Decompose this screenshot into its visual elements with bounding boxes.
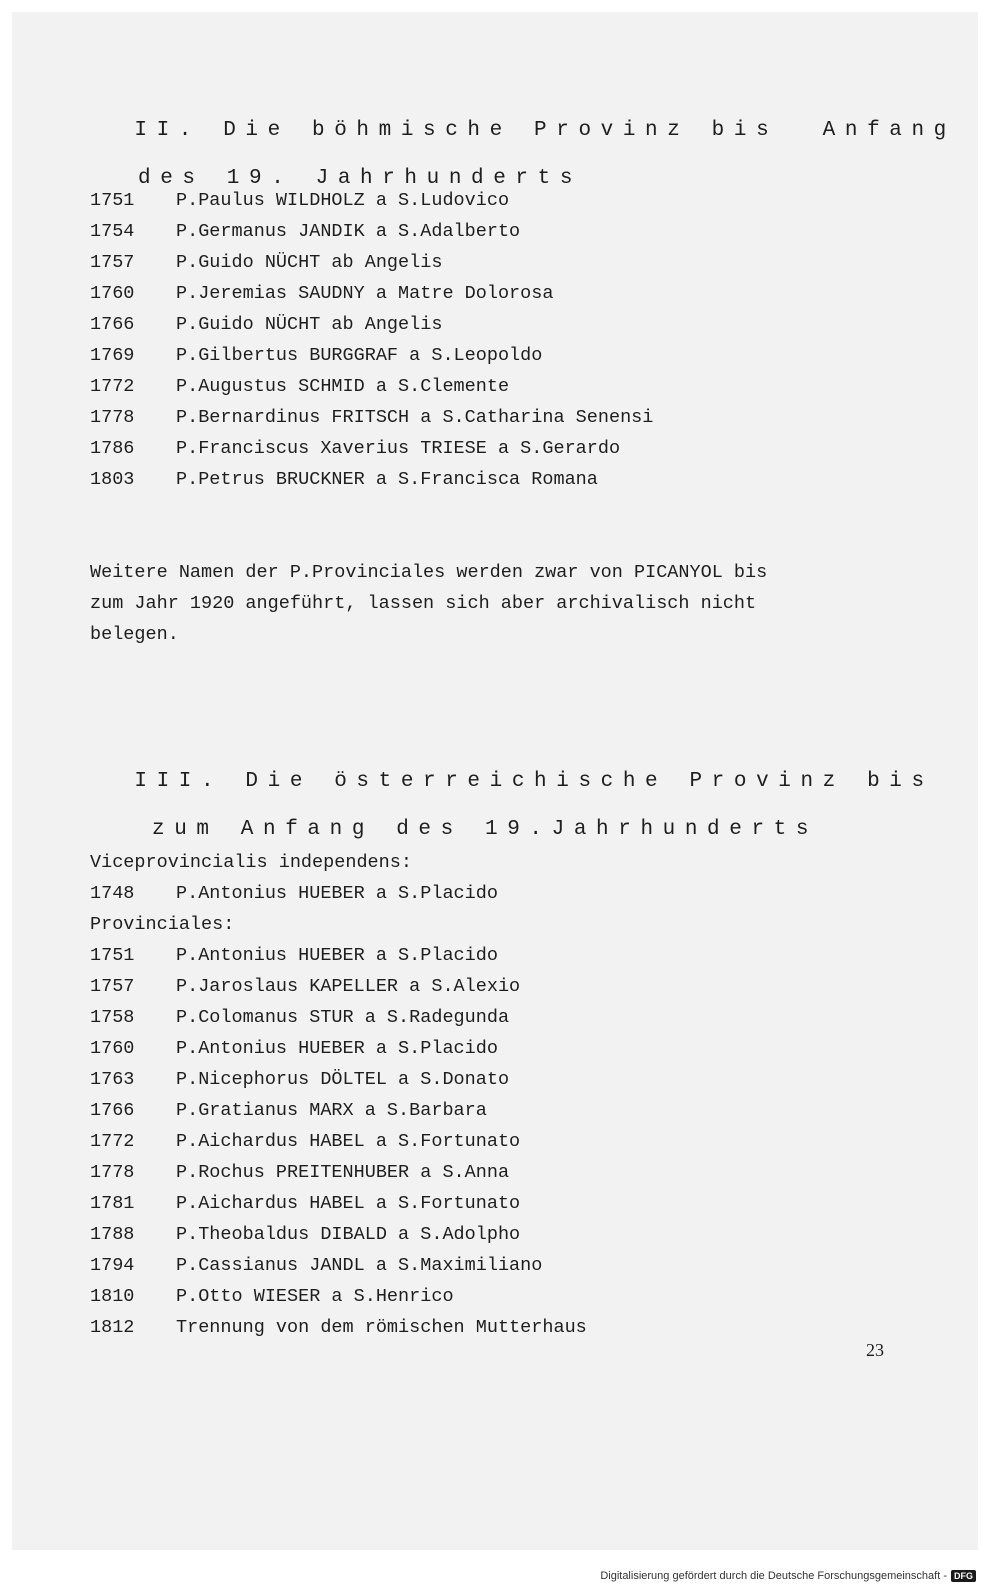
section-2-title-line-1: II. Die böhmische Provinz bis Anfang [134, 119, 956, 142]
entry-name: P.Gratianus MARX a S.Barbara [176, 1100, 487, 1121]
list-item [90, 216, 653, 247]
entry-name: P.Paulus WILDHOLZ a S.Ludovico [176, 190, 510, 211]
entry-year: 1812 [90, 1317, 135, 1338]
entry-year: 1754 [90, 221, 135, 242]
entry-year: 1758 [90, 1007, 135, 1028]
entry-name: P.Guido NÜCHT ab Angelis [176, 252, 443, 273]
dfg-logo: DFG [951, 1570, 976, 1582]
entry-year: 1763 [90, 1069, 135, 1090]
entry-name: P.Nicephorus DÖLTEL a S.Donato [176, 1069, 510, 1090]
entry-year: 1769 [90, 345, 135, 366]
list-item [90, 1157, 587, 1188]
list-item [90, 940, 587, 971]
entry-year: 1794 [90, 1255, 135, 1276]
list-item [90, 1033, 587, 1064]
section-2-title-line-2: des 19. Jahrhunderts [138, 167, 583, 190]
entry-year: 1778 [90, 407, 135, 428]
entry-name: P.Gilbertus BURGGRAF a S.Leopoldo [176, 345, 543, 366]
digitization-footer [600, 1570, 976, 1582]
list-item [90, 971, 587, 1002]
list-item [90, 278, 653, 309]
entry-name: P.Bernardinus FRITSCH a S.Catharina Senensi [176, 407, 654, 428]
list-item [90, 1126, 587, 1157]
section-3-title-line-2: zum Anfang des 19.Jahrhunderts [152, 818, 819, 841]
list-item [90, 371, 653, 402]
entry-year: 1751 [90, 190, 135, 211]
entry-year: 1766 [90, 1100, 135, 1121]
entry-name: P.Aichardus HABEL a S.Fortunato [176, 1193, 521, 1214]
entry-year: 1778 [90, 1162, 135, 1183]
entry-year: 1757 [90, 252, 135, 273]
list-item [90, 1219, 587, 1250]
subheading: Viceprovincialis independens: [90, 852, 412, 873]
list-item [90, 247, 653, 278]
paragraph-line: Weitere Namen der P.Provinciales werden zwar von PICANYOL bis [90, 562, 768, 583]
entry-year: 1757 [90, 976, 135, 997]
entry-name: P.Germanus JANDIK a S.Adalberto [176, 221, 521, 242]
entry-name: P.Jeremias SAUDNY a Matre Dolorosa [176, 283, 554, 304]
entry-name: P.Antonius HUEBER a S.Placido [176, 945, 498, 966]
bohemian-provincials-list [90, 185, 653, 495]
entry-year: 1772 [90, 376, 135, 397]
austrian-provincials-list [90, 847, 587, 1343]
section-3-title-line-1: III. Die österreichische Provinz bis [134, 770, 934, 793]
entry-year: 1748 [90, 883, 135, 904]
entry-year: 1781 [90, 1193, 135, 1214]
entry-name: P.Antonius HUEBER a S.Placido [176, 883, 498, 904]
entry-year: 1803 [90, 469, 135, 490]
entry-year: 1766 [90, 314, 135, 335]
list-item [90, 1188, 587, 1219]
list-item [90, 340, 653, 371]
entry-name: P.Aichardus HABEL a S.Fortunato [176, 1131, 521, 1152]
list-item [90, 1064, 587, 1095]
list-item [90, 309, 653, 340]
entry-year: 1751 [90, 945, 135, 966]
entry-year: 1760 [90, 1038, 135, 1059]
entry-name: P.Theobaldus DIBALD a S.Adolpho [176, 1224, 521, 1245]
entry-name: P.Cassianus JANDL a S.Maximiliano [176, 1255, 543, 1276]
entry-name: Trennung von dem römischen Mutterhaus [176, 1317, 587, 1338]
entry-year: 1760 [90, 283, 135, 304]
entry-name: P.Jaroslaus KAPELLER a S.Alexio [176, 976, 521, 997]
list-item [90, 464, 653, 495]
paragraph-line: zum Jahr 1920 angeführt, lassen sich aber archivalisch nicht [90, 593, 757, 614]
paragraph-line: belegen. [90, 624, 179, 645]
list-item [90, 1002, 587, 1033]
list-item [90, 185, 653, 216]
list-item [90, 1312, 587, 1343]
list-item [90, 402, 653, 433]
list-item [90, 1250, 587, 1281]
list-item [90, 1095, 587, 1126]
entry-name: P.Colomanus STUR a S.Radegunda [176, 1007, 510, 1028]
entry-year: 1810 [90, 1286, 135, 1307]
list-item [90, 433, 653, 464]
list-item [90, 1281, 587, 1312]
footer-text: Digitalisierung gefördert durch die Deutsche Forschungsgemeinschaft - [600, 1570, 947, 1582]
entry-name: P.Rochus PREITENHUBER a S.Anna [176, 1162, 510, 1183]
entry-name: P.Petrus BRUCKNER a S.Francisca Romana [176, 469, 598, 490]
entry-year: 1788 [90, 1224, 135, 1245]
entry-name: P.Otto WIESER a S.Henrico [176, 1286, 454, 1307]
entry-year: 1772 [90, 1131, 135, 1152]
entry-year: 1786 [90, 438, 135, 459]
entry-name: P.Guido NÜCHT ab Angelis [176, 314, 443, 335]
entry-name: P.Franciscus Xaverius TRIESE a S.Gerardo [176, 438, 621, 459]
body-paragraph [90, 557, 890, 650]
page-number: 23 [866, 1340, 884, 1360]
subheading: Provinciales: [90, 914, 235, 935]
list-item [90, 878, 587, 909]
entry-name: P.Augustus SCHMID a S.Clemente [176, 376, 510, 397]
entry-name: P.Antonius HUEBER a S.Placido [176, 1038, 498, 1059]
